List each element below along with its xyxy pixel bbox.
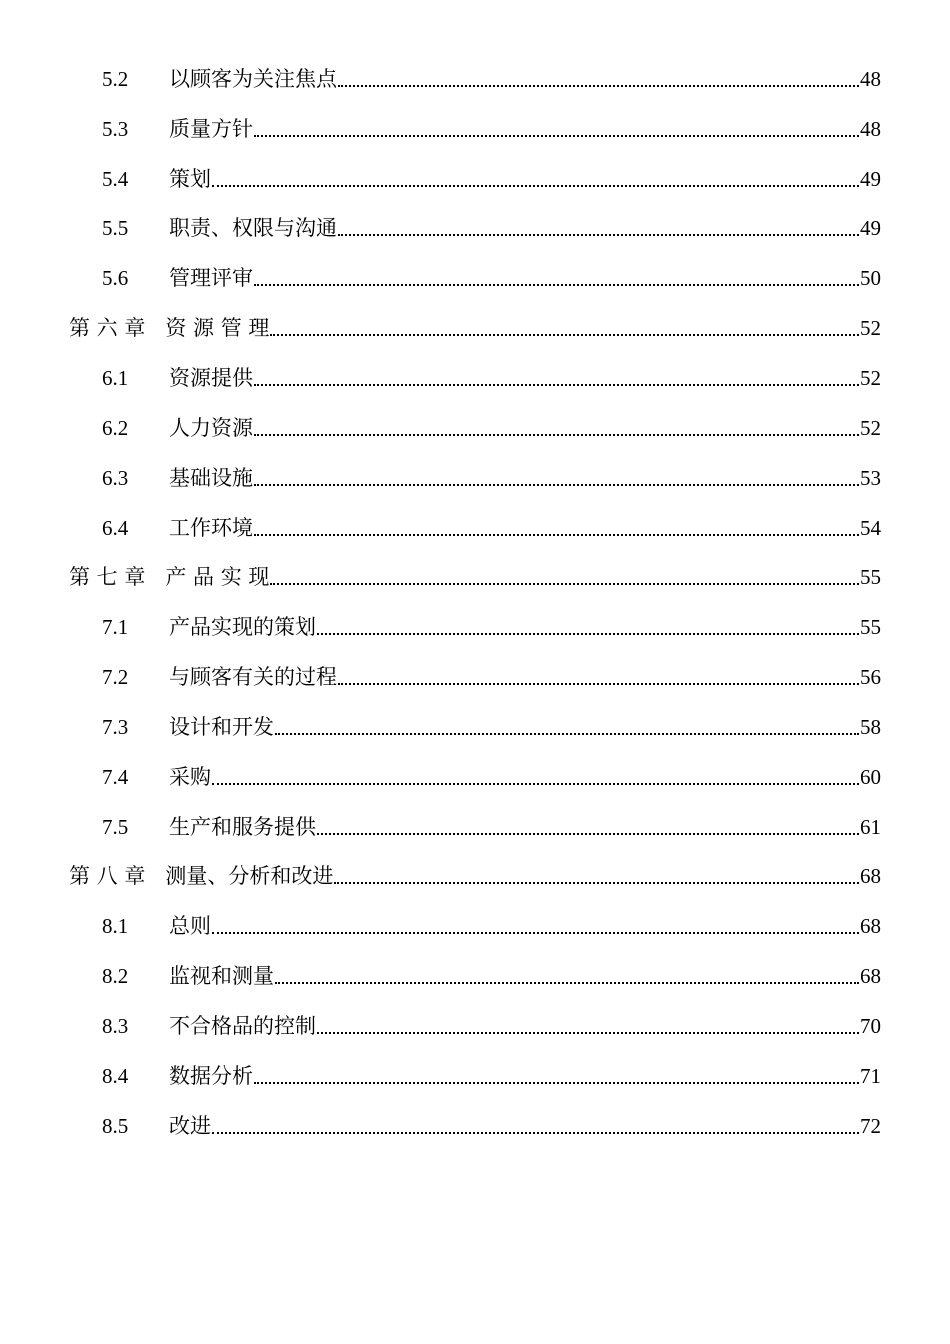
- toc-entry-page: 49: [860, 216, 881, 241]
- toc-entry-number: 5.4: [102, 166, 129, 191]
- dot-leader: [254, 465, 859, 491]
- toc-chapter-title: 第 八 章 测量、分析和改进: [69, 864, 334, 889]
- toc-entry-number: 8.2: [102, 964, 129, 989]
- toc-entry-page: 50: [860, 266, 881, 291]
- toc-entry[interactable]: [0, 951, 950, 1001]
- dot-leader: [270, 315, 859, 341]
- toc-entry-number: 6.2: [102, 415, 129, 440]
- toc-entry-number: 5.5: [102, 216, 129, 241]
- toc-entry[interactable]: [0, 652, 950, 702]
- toc-entry[interactable]: [0, 1051, 950, 1101]
- toc-chapter-entry[interactable]: [0, 303, 950, 353]
- dot-leader: [334, 863, 859, 889]
- toc-entry[interactable]: [0, 154, 950, 204]
- toc-entry-title: 与顾客有关的过程: [169, 665, 337, 690]
- dot-leader: [254, 415, 859, 441]
- toc-entry-number: 6.4: [102, 515, 129, 540]
- toc-entry-page: 70: [860, 1013, 881, 1038]
- toc-entry-number: 7.4: [102, 764, 129, 789]
- toc-entry[interactable]: [0, 901, 950, 951]
- toc-entry-number: 8.3: [102, 1013, 129, 1038]
- toc-entry[interactable]: [0, 353, 950, 403]
- dot-leader: [317, 614, 859, 640]
- toc-entry-page: 48: [860, 66, 881, 91]
- toc-entry-page: 48: [860, 116, 881, 141]
- dot-leader: [254, 365, 859, 391]
- toc-entry-number: 6.3: [102, 465, 129, 490]
- dot-leader: [254, 515, 859, 541]
- toc-entry-page: 68: [860, 864, 881, 889]
- toc-entry-title: 职责、权限与沟通: [169, 216, 337, 241]
- toc-entry[interactable]: [0, 403, 950, 453]
- toc-entry-number: 5.3: [102, 116, 129, 141]
- toc-chapter-title: 第 七 章 产 品 实 现: [69, 565, 270, 590]
- dot-leader: [254, 265, 859, 291]
- toc-entry-title: 设计和开发: [169, 714, 274, 739]
- toc-entry-title: 策划: [169, 166, 211, 191]
- dot-leader: [212, 166, 859, 192]
- toc-entry-page: 52: [860, 415, 881, 440]
- toc-entry-title: 资源提供: [169, 365, 253, 390]
- toc-entry-page: 61: [860, 814, 881, 839]
- toc-entry-number: 8.1: [102, 914, 129, 939]
- toc-chapter-entry[interactable]: [0, 852, 950, 902]
- toc-entry-title: 改进: [169, 1113, 211, 1138]
- toc-entry[interactable]: [0, 204, 950, 254]
- toc-entry-title: 产品实现的策划: [169, 615, 316, 640]
- toc-entry-number: 7.5: [102, 814, 129, 839]
- toc-chapter-entry[interactable]: [0, 552, 950, 602]
- toc-entry-title: 监视和测量: [169, 964, 274, 989]
- toc-entry-title: 总则: [169, 914, 211, 939]
- toc-entry[interactable]: [0, 503, 950, 553]
- toc-entry[interactable]: [0, 702, 950, 752]
- toc-chapter-title: 第 六 章 资 源 管 理: [69, 316, 270, 341]
- toc-entry-title: 质量方针: [169, 116, 253, 141]
- toc-entry-page: 53: [860, 465, 881, 490]
- dot-leader: [317, 814, 859, 840]
- dot-leader: [338, 66, 859, 92]
- dot-leader: [275, 963, 859, 989]
- toc-entry-number: 8.4: [102, 1063, 129, 1088]
- dot-leader: [270, 564, 859, 590]
- toc-entry-page: 55: [860, 565, 881, 590]
- dot-leader: [338, 215, 859, 241]
- toc-entry-page: 71: [860, 1063, 881, 1088]
- dot-leader: [317, 1013, 859, 1039]
- toc-entry-number: 7.2: [102, 665, 129, 690]
- dot-leader: [338, 664, 859, 690]
- toc-entry-page: 60: [860, 764, 881, 789]
- toc-entry-title: 人力资源: [169, 415, 253, 440]
- toc-entry-page: 54: [860, 515, 881, 540]
- table-of-contents: [0, 54, 950, 1151]
- toc-entry-title: 数据分析: [169, 1063, 253, 1088]
- toc-entry[interactable]: [0, 104, 950, 154]
- toc-entry-page: 68: [860, 914, 881, 939]
- toc-entry-title: 采购: [169, 764, 211, 789]
- toc-entry-title: 工作环境: [169, 515, 253, 540]
- toc-entry[interactable]: [0, 602, 950, 652]
- toc-entry-page: 49: [860, 166, 881, 191]
- toc-entry-title: 不合格品的控制: [169, 1013, 316, 1038]
- toc-entry[interactable]: [0, 1001, 950, 1051]
- toc-entry-number: 6.1: [102, 365, 129, 390]
- dot-leader: [212, 764, 859, 790]
- toc-entry-page: 52: [860, 316, 881, 341]
- toc-entry[interactable]: [0, 752, 950, 802]
- toc-entry-page: 52: [860, 365, 881, 390]
- toc-entry-title: 管理评审: [169, 266, 253, 291]
- toc-entry-page: 56: [860, 665, 881, 690]
- toc-entry-title: 以顾客为关注焦点: [169, 66, 337, 91]
- toc-entry[interactable]: [0, 802, 950, 852]
- toc-entry-page: 58: [860, 714, 881, 739]
- toc-entry-page: 72: [860, 1113, 881, 1138]
- dot-leader: [254, 1063, 859, 1089]
- toc-entry-title: 生产和服务提供: [169, 814, 316, 839]
- dot-leader: [212, 913, 859, 939]
- toc-entry-number: 8.5: [102, 1113, 129, 1138]
- dot-leader: [212, 1113, 859, 1139]
- toc-entry[interactable]: [0, 253, 950, 303]
- dot-leader: [254, 116, 859, 142]
- dot-leader: [275, 714, 859, 740]
- toc-entry-number: 7.3: [102, 714, 129, 739]
- toc-entry-number: 5.6: [102, 266, 129, 291]
- toc-entry-number: 5.2: [102, 66, 129, 91]
- toc-entry-page: 55: [860, 615, 881, 640]
- toc-entry-number: 7.1: [102, 615, 129, 640]
- toc-entry-page: 68: [860, 964, 881, 989]
- toc-entry[interactable]: [0, 54, 950, 104]
- toc-entry[interactable]: [0, 1101, 950, 1151]
- toc-entry[interactable]: [0, 453, 950, 503]
- toc-entry-title: 基础设施: [169, 465, 253, 490]
